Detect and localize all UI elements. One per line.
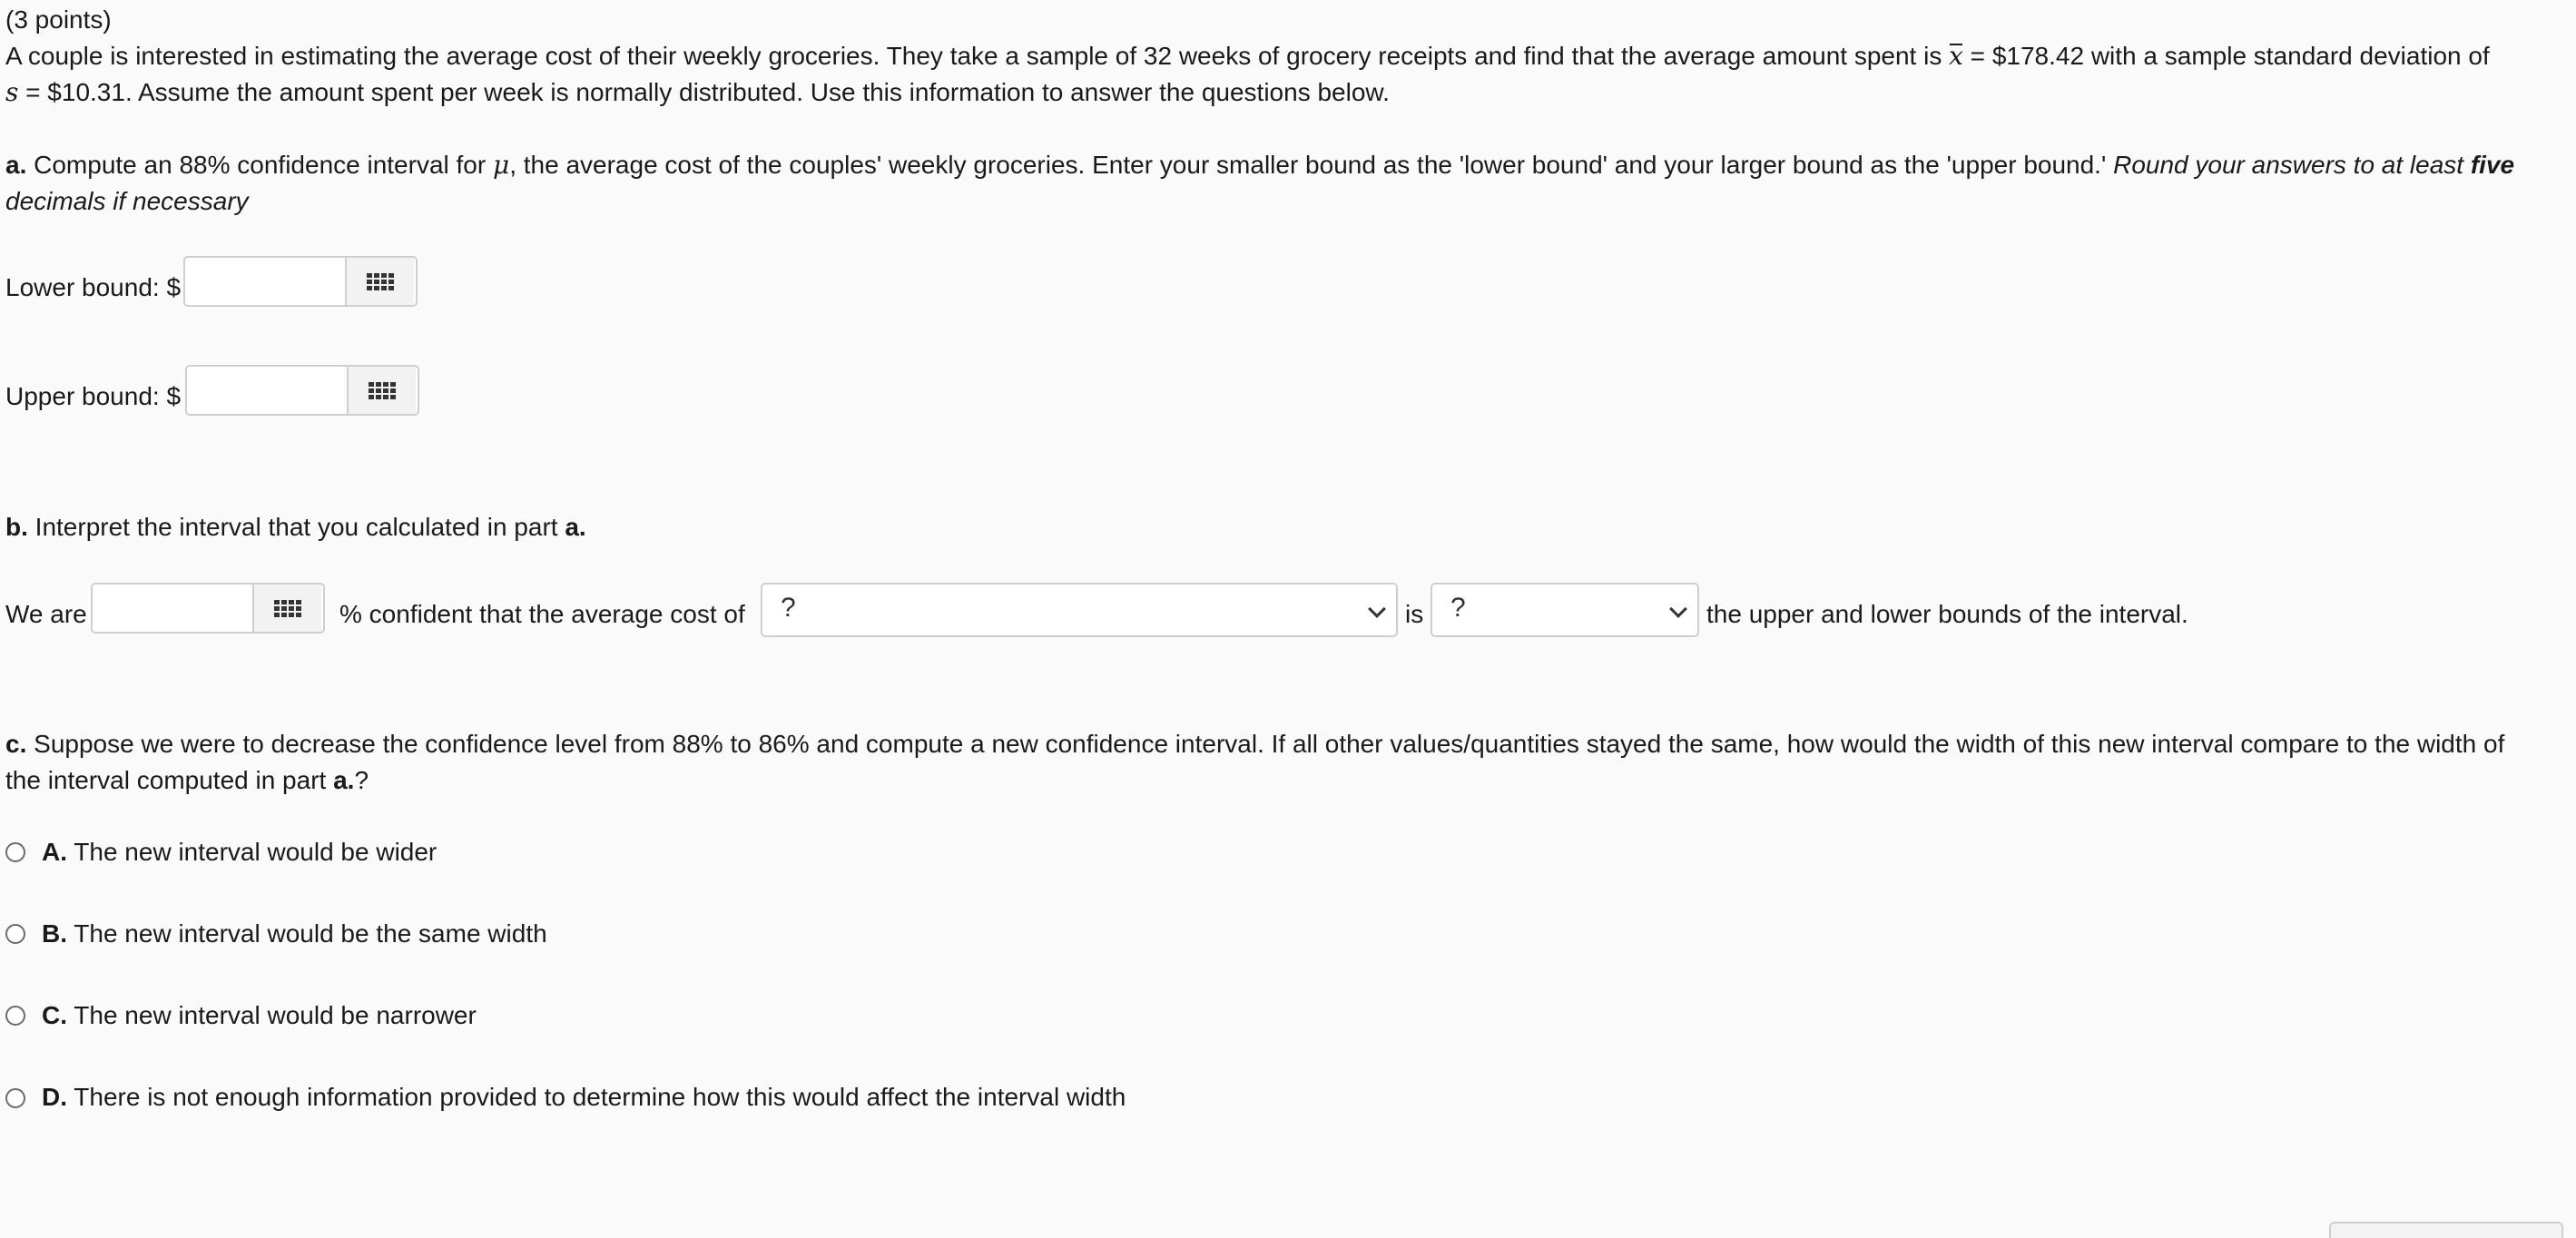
next-button-partial[interactable] bbox=[2329, 1222, 2563, 1238]
bounds-tail-text: the upper and lower bounds of the interval. bbox=[1706, 600, 2188, 628]
comparison-select[interactable] bbox=[1431, 583, 1699, 637]
intro-line-2 bbox=[5, 74, 1390, 111]
keypad-icon bbox=[367, 273, 394, 290]
s-symbol: s bbox=[5, 77, 19, 107]
part-c-text-1: Suppose we were to decrease the confidence level from 88% to 86% and compute a new confidence interval. If all other values/quantities stayed the same, how would the width of this new interval compare to the width of bbox=[26, 730, 2505, 758]
percent-confident-text: % confident that the average cost of bbox=[339, 600, 745, 628]
option-d-label[interactable] bbox=[42, 1079, 1126, 1115]
option-b-letter: B. bbox=[42, 919, 67, 948]
equals-sign-2: = bbox=[18, 78, 48, 106]
option-c-letter: C. bbox=[42, 1001, 67, 1029]
keypad-icon bbox=[274, 600, 301, 617]
sd-value: $10.31 bbox=[47, 78, 125, 106]
lower-bound-input[interactable] bbox=[185, 258, 345, 305]
option-d-letter: D. bbox=[42, 1083, 67, 1111]
intro-text-1: A couple is interested in estimating the average cost of their weekly groceries. They take a sample of 32 weeks of grocery receipts and find that the average amount spent is bbox=[5, 42, 1950, 70]
option-c-text: The new interval would be narrower bbox=[67, 1001, 477, 1029]
intro-text-2: with a sample standard deviation of bbox=[2084, 42, 2490, 70]
keypad-icon bbox=[369, 382, 396, 399]
part-b-text: Interpret the interval that you calculated in part bbox=[27, 513, 565, 541]
comparison-select-value: ? bbox=[1450, 593, 1466, 623]
average-cost-select[interactable] bbox=[761, 583, 1398, 637]
part-c-label: c. bbox=[5, 730, 27, 758]
option-c-radio[interactable] bbox=[5, 1006, 25, 1026]
round-instruction-2: decimals if necessary bbox=[5, 187, 249, 215]
is-text: is bbox=[1405, 600, 1424, 628]
intro-text-3: . Assume the amount spent per week is normally distributed. Use this information to answer the questions below. bbox=[124, 78, 1390, 106]
round-instruction: Round your answers to at least bbox=[2113, 151, 2471, 179]
option-d-text: There is not enough information provided to determine how this would affect the interval width bbox=[67, 1083, 1126, 1111]
part-a-question-line-2 bbox=[5, 183, 249, 220]
confidence-input-group bbox=[91, 583, 325, 634]
part-a-text-1: Compute an 88% confidence interval for bbox=[26, 151, 493, 179]
part-c-question-line-2 bbox=[5, 762, 369, 799]
option-c-label[interactable] bbox=[42, 997, 477, 1034]
part-c-ref: a. bbox=[333, 766, 355, 794]
we-are-text: We are bbox=[5, 600, 87, 628]
lower-bound-keypad-button[interactable] bbox=[345, 258, 414, 305]
confidence-input[interactable] bbox=[93, 585, 252, 632]
part-a-question-line-1 bbox=[5, 147, 2514, 183]
chevron-down-icon bbox=[1368, 600, 1386, 618]
mu-symbol: μ bbox=[492, 150, 510, 180]
option-b-text: The new interval would be the same width bbox=[67, 919, 547, 948]
equals-sign: = bbox=[1962, 42, 1992, 70]
upper-bound-input[interactable] bbox=[187, 367, 347, 414]
upper-bound-input-group bbox=[185, 365, 419, 416]
chevron-down-icon bbox=[1669, 600, 1687, 618]
option-b-label[interactable] bbox=[42, 916, 547, 952]
option-a-letter: A. bbox=[42, 838, 67, 866]
part-b-ref: a. bbox=[565, 513, 586, 541]
five-bold: five bbox=[2470, 151, 2515, 179]
part-c-text-2: the interval computed in part bbox=[5, 766, 334, 794]
average-cost-select-value: ? bbox=[781, 593, 796, 623]
lower-bound-input-group bbox=[183, 256, 418, 307]
option-a-label[interactable] bbox=[42, 834, 437, 870]
part-a-label: a. bbox=[5, 151, 27, 179]
option-a-text: The new interval would be wider bbox=[67, 838, 438, 866]
option-d-radio[interactable] bbox=[5, 1088, 25, 1108]
part-c-question-line-1 bbox=[5, 726, 2504, 762]
upper-bound-keypad-button[interactable] bbox=[347, 367, 416, 414]
points-label: (3 points) bbox=[5, 5, 112, 34]
option-a-radio[interactable] bbox=[5, 842, 25, 862]
xbar-symbol: x bbox=[1949, 38, 1963, 74]
part-a-text-2: , the average cost of the couples' weekly groceries. Enter your smaller bound as the 'lower bound' and your larger bound as the 'upper bound.' bbox=[509, 151, 2114, 179]
confidence-keypad-button[interactable] bbox=[252, 585, 321, 632]
upper-bound-label: Upper bound: $ bbox=[5, 382, 182, 410]
mean-value: $178.42 bbox=[1991, 42, 2085, 70]
lower-bound-label: Lower bound: $ bbox=[5, 273, 182, 301]
part-c-text-3: ? bbox=[354, 766, 369, 794]
part-b-label: b. bbox=[5, 513, 28, 541]
intro-line-1 bbox=[5, 38, 2490, 74]
part-b-question bbox=[5, 509, 586, 545]
option-b-radio[interactable] bbox=[5, 924, 25, 944]
